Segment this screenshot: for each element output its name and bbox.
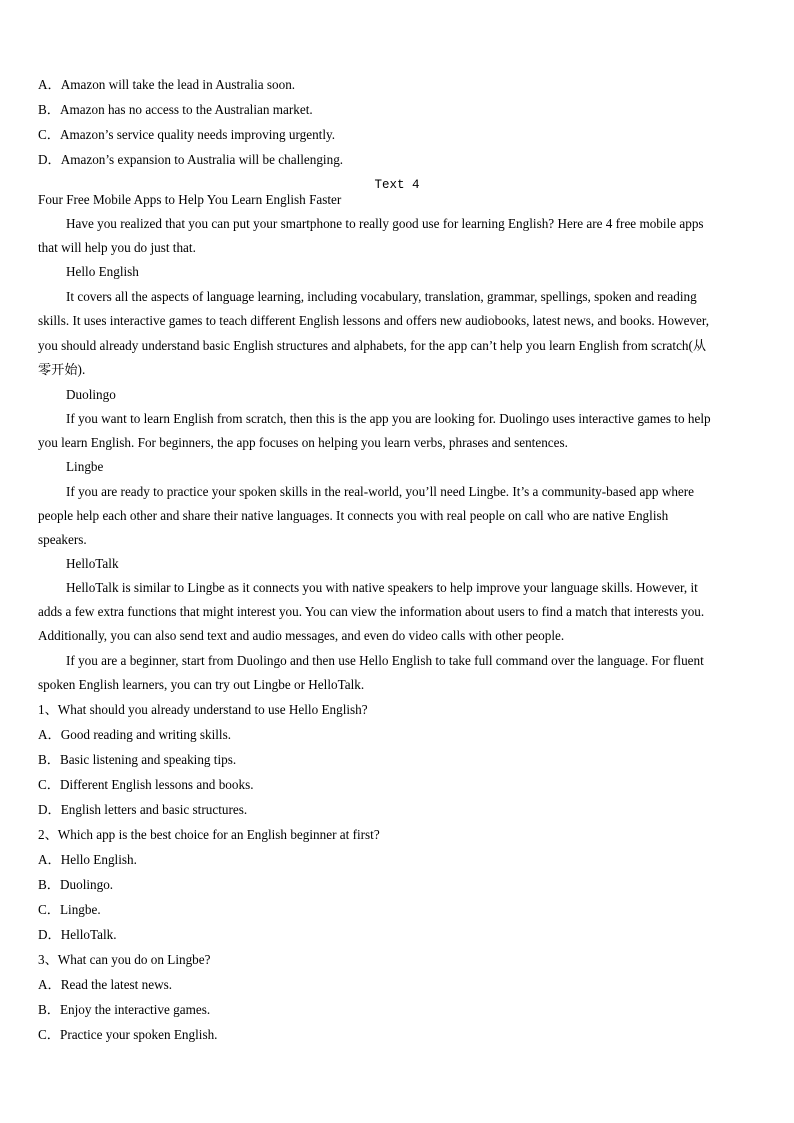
prev-option-d: D．Amazon’s expansion to Australia will be challenging. [38, 152, 344, 167]
question-3-stem: 3、What can you do on Lingbe? [38, 952, 211, 967]
section-label: Text 4 [374, 178, 420, 192]
question-2-stem: 2、Which app is the best choice for an English beginner at first? [38, 827, 380, 842]
paragraph-line: Additionally, you can also send text and audio messages, and even do video calls with other people. [38, 628, 565, 643]
paragraph-line: skills. It uses interactive games to teach different English lessons and offers new audiobooks, latest news, and books. However, [38, 313, 710, 328]
paragraph-line: HelloTalk is similar to Lingbe as it connects you with native speakers to help improve your language skills. However, it [66, 580, 698, 595]
paragraph-line: you should already understand basic English structures and alphabets, for the app can’t help you learn English from scratch(从 [38, 338, 707, 353]
question-3-option-c: C．Practice your spoken English. [38, 1027, 218, 1042]
app-heading-hello-english: Hello English [66, 264, 139, 279]
question-1-option-b: B．Basic listening and speaking tips. [38, 752, 237, 767]
prev-option-c: C．Amazon’s service quality needs improving urgently. [38, 127, 336, 142]
question-2-option-c: C．Lingbe. [38, 902, 101, 917]
paragraph-line: adds a few extra functions that might interest you. You can view the information about users to find a match that interests you. [38, 604, 705, 619]
paragraph-line: you learn English. For beginners, the app focuses on helping you learn verbs, phrases and sentences. [38, 435, 568, 450]
question-3-option-b: B．Enjoy the interactive games. [38, 1002, 211, 1017]
paragraph-line: people help each other and share their native languages. It connects you with real people on call who are native English [38, 508, 669, 523]
paragraph-line: speakers. [38, 532, 87, 547]
prev-option-b: B．Amazon has no access to the Australian market. [38, 102, 313, 117]
question-2-option-b: B．Duolingo. [38, 877, 114, 892]
app-heading-hellotalk: HelloTalk [66, 556, 119, 571]
paragraph-line: It covers all the aspects of language learning, including vocabulary, translation, grammar, spellings, spoken and reading [66, 289, 697, 304]
paragraph-line: If you are ready to practice your spoken skills in the real-world, you’ll need Lingbe. It’s a community-based app where [66, 484, 695, 499]
paragraph-line: Have you realized that you can put your smartphone to really good use for learning English? Here are 4 free mobile apps [66, 216, 704, 231]
app-heading-duolingo: Duolingo [66, 387, 116, 402]
paragraph-line: spoken English learners, you can try out Lingbe or HelloTalk. [38, 677, 365, 692]
question-3-option-a: A．Read the latest news. [38, 977, 173, 992]
paragraph-line: 零开始). [38, 362, 86, 377]
prev-option-a: A．Amazon will take the lead in Australia soon. [38, 77, 296, 92]
question-1-option-c: C．Different English lessons and books. [38, 777, 254, 792]
question-2-option-a: A．Hello English. [38, 852, 137, 867]
paragraph-line: If you are a beginner, start from Duolingo and then use Hello English to take full command over the language. For fluent [66, 653, 704, 668]
question-1-option-a: A．Good reading and writing skills. [38, 727, 232, 742]
paragraph-line: If you want to learn English from scratch, then this is the app you are looking for. Duolingo uses interactive games to help [66, 411, 711, 426]
question-1-option-d: D．English letters and basic structures. [38, 802, 248, 817]
paragraph-line: that will help you do just that. [38, 240, 196, 255]
question-1-stem: 1、What should you already understand to use Hello English? [38, 702, 368, 717]
article-title: Four Free Mobile Apps to Help You Learn English Faster [38, 192, 342, 207]
app-heading-lingbe: Lingbe [66, 459, 104, 474]
question-2-option-d: D．HelloTalk. [38, 927, 117, 942]
